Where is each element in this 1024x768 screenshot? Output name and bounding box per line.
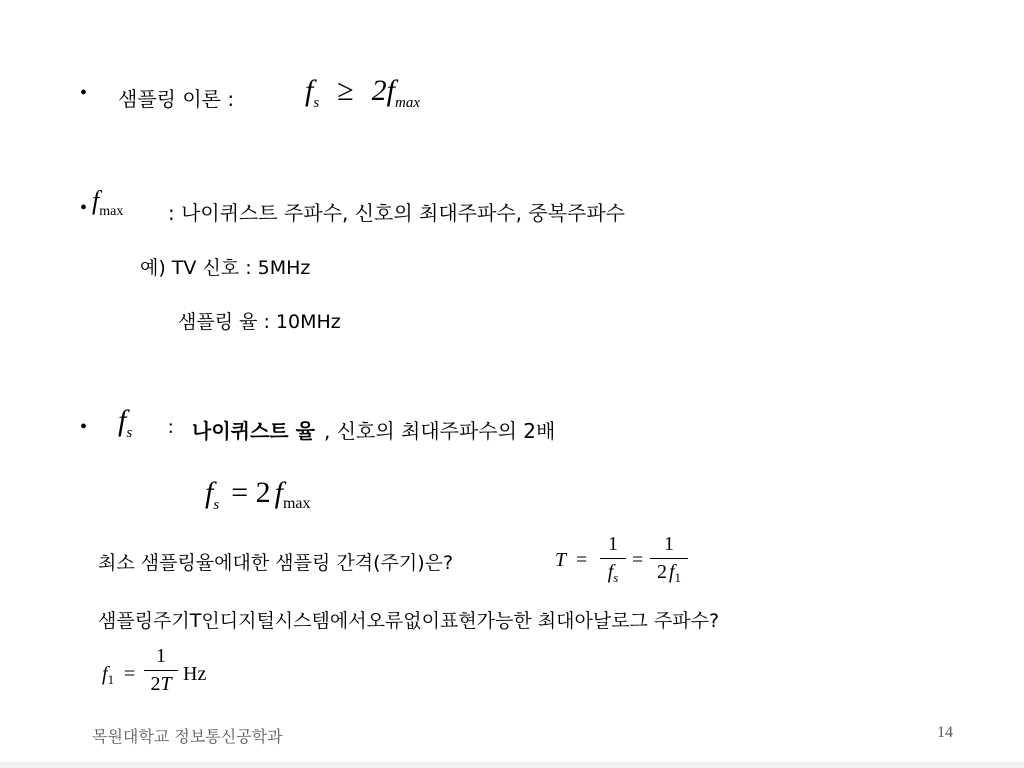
fraction-bar [600,558,626,559]
max-analog-frequency-question: 샘플링주기T인디지털시스템에서오류없이표현가능한 최대아날로그 주파수? [98,610,720,632]
fraction-1-over-2f1 [650,533,688,584]
answer-equals: = [124,663,136,685]
fraction-bar [650,558,688,559]
fraction-bar [144,670,178,671]
fs-symbol [118,404,133,441]
nyquist-rate-label: 나이퀴스트 율 [192,419,315,443]
f-symbol: f [205,476,214,509]
numerator-1: 1 [664,533,674,555]
f-symbol: f [668,561,675,583]
nyquist-rate-description: , 신호의 최대주파수의 2배 [324,419,556,443]
sampling-theory-formula [305,74,420,111]
f-symbol-2: f [274,476,283,509]
numerator-1: 1 [608,533,618,555]
f-symbol: f [118,404,127,437]
denominator-fs [600,561,626,584]
nyquist-formula [205,476,311,513]
f-symbol: f [607,561,614,583]
denominator-2f1 [650,561,688,584]
f-symbol: f [305,74,314,107]
T-symbol: T [160,673,172,695]
footer-strip [0,762,1024,768]
fmax-symbol [92,186,124,219]
equals-1: = [576,549,588,571]
bullet-1: • [80,82,88,104]
min-sampling-interval-question: 최소 샘플링율에대한 샘플링 간격(주기)은? [98,552,454,574]
fs-colon: : [168,416,174,438]
f-symbol: f [92,186,100,215]
period-T: T [555,549,567,571]
fmax-description: : 나이퀴스트 주파수, 신호의 최대주파수, 중복주파수 [168,201,625,225]
fraction-1-over-fs [600,533,626,584]
s-subscript: s [126,425,133,441]
one-subscript: 1 [107,672,115,687]
denominator-2T [144,673,178,696]
one-subscript: 1 [674,570,682,585]
fraction-1-over-2T [144,645,178,696]
numerator-1: 1 [156,645,166,667]
geq-symbol: ≥ [337,74,354,107]
two: 2 [150,673,161,695]
hz-unit: Hz [183,663,207,685]
equals-two: = 2 [231,476,271,509]
s-subscript: s [313,95,320,111]
bullet-2: • [80,197,88,219]
sampling-theory-label: 샘플링 이론 : [118,87,235,111]
answer-f1 [102,663,114,686]
max-subscript: max [282,495,311,512]
two-f-symbol: 2f [371,74,395,107]
bullet-3: • [80,416,88,438]
f-symbol: f [102,663,108,685]
footer-organization: 목원대학교 정보통신공학과 [92,727,283,746]
max-subscript: max [99,204,124,219]
page-number: 14 [937,724,953,741]
s-subscript: s [213,497,220,513]
max-subscript: max [395,95,420,111]
example-tv-signal: 예) TV 신호 : 5MHz [140,257,311,279]
equals-2: = [632,549,644,571]
s-subscript: s [613,570,619,585]
two: 2 [656,561,667,583]
example-sampling-rate: 샘플링 율 : 10MHz [178,311,341,333]
